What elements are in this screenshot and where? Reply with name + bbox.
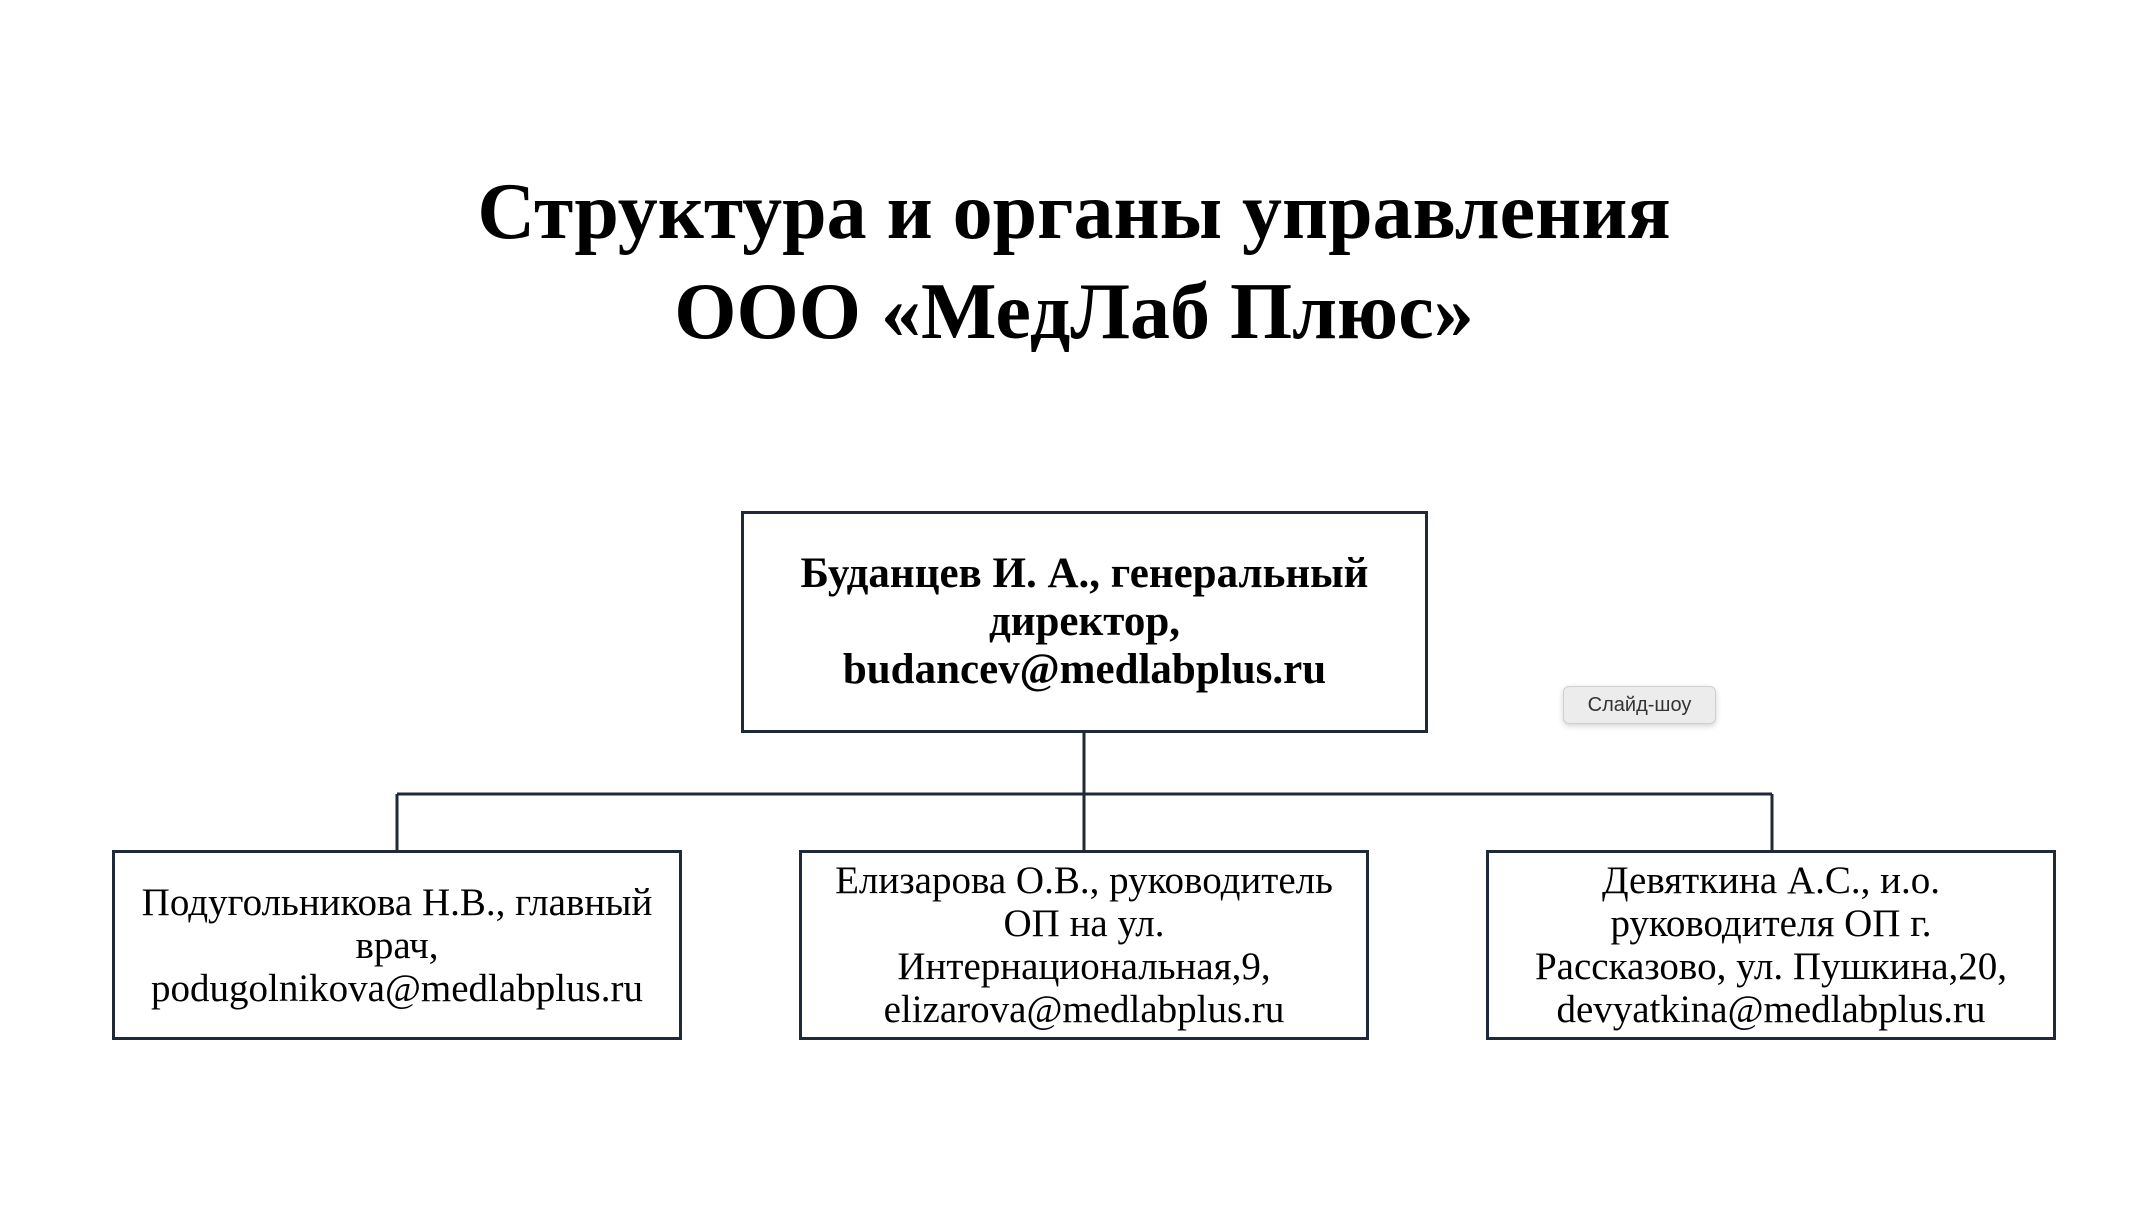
box-text-line: devyatkina@medlabplus.ru [1556, 988, 1986, 1031]
box-text-line: Интернациональная,9, [897, 945, 1271, 988]
org-box-unit-head-internatsionalnaya [799, 850, 1369, 1040]
org-box-general-director [741, 511, 1428, 733]
box-text-line: podugolnikova@medlabplus.ru [151, 966, 643, 1010]
box-text-line: budancev@medlabplus.ru [842, 646, 1327, 693]
box-text-line: elizarova@medlabplus.ru [883, 988, 1285, 1031]
slideshow-tooltip: Слайд-шоу [1563, 686, 1716, 724]
org-box-general-director-text [801, 550, 1369, 694]
org-box-unit-head-rasskazovo [1486, 850, 2056, 1040]
box-text-line: директор, [988, 598, 1180, 645]
slide-title-line-1: Структура и органы управления [477, 168, 1671, 256]
box-text-line: Рассказово, ул. Пушкина,20, [1534, 945, 2008, 988]
slide-title [0, 162, 2148, 362]
org-box-unit-head-internatsionalnaya-text [835, 859, 1333, 1031]
slide-title-line-2: ООО «МедЛаб Плюс» [674, 268, 1474, 356]
box-text-line: руководителя ОП г. [1610, 902, 1932, 945]
box-text-line: Подугольникова Н.В., главный [141, 880, 653, 924]
org-box-unit-head-rasskazovo-text [1535, 859, 2007, 1031]
box-text-line: Елизарова О.В., руководитель [835, 859, 1333, 902]
box-text-line: врач, [355, 923, 439, 967]
box-text-line: Буданцев И. А., генеральный [800, 550, 1369, 597]
box-text-line: ОП на ул. [1003, 902, 1165, 945]
org-box-chief-physician-text [142, 881, 653, 1010]
org-box-chief-physician [112, 850, 682, 1040]
box-text-line: Девяткина А.С., и.о. [1601, 859, 1941, 902]
